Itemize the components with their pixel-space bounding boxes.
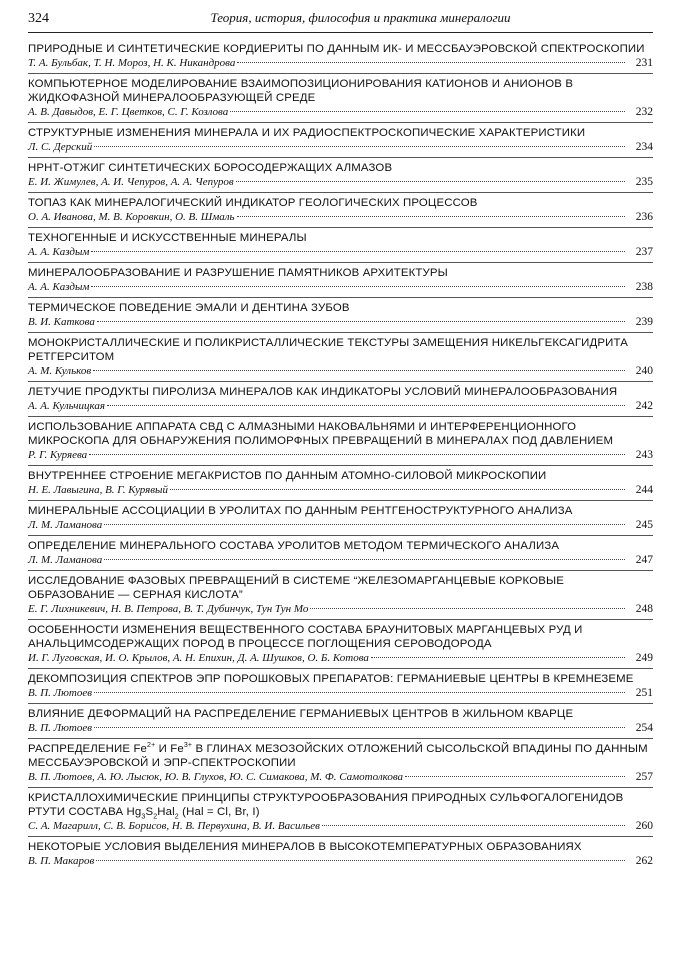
entry-authors: Е. Г. Лихникевич, Н. В. Петрова, В. Т. Дубинчук, Тун Тун Мо [28, 603, 309, 615]
toc-entry [28, 739, 653, 788]
leader-dots [91, 286, 625, 287]
toc-entry [28, 501, 653, 536]
entry-title: МИНЕРАЛЬНЫЕ АССОЦИАЦИИ В УРОЛИТАХ ПО ДАННЫМ РЕНТГЕНОСТРУКТУРНОГО АНАЛИЗА [28, 505, 573, 517]
entry-authors: Л. М. Ламанова [28, 554, 103, 566]
entry-page: 248 [635, 603, 653, 615]
page-header [28, 10, 653, 33]
title-text: S [145, 806, 154, 818]
document-page [28, 10, 653, 871]
leader-dots [93, 370, 625, 371]
leader-dots [104, 559, 625, 560]
entry-author-line [28, 364, 653, 378]
title-text: КРИСТАЛЛОХИМИЧЕСКИЕ ПРИНЦИПЫ СТРУКТУРООБРАЗОВАНИЯ ПРИРОДНЫХ СУЛЬФОГАЛОГЕНИДОВ РТУТИ СОСТАВА Hg [28, 792, 624, 818]
toc-entry [28, 466, 653, 501]
leader-dots [310, 608, 625, 609]
toc-entry [28, 382, 653, 417]
entry-authors: А. В. Давыдов, Е. Г. Цветков, С. Г. Козлова [28, 106, 229, 118]
toc-entry [28, 39, 653, 74]
toc-entry [28, 263, 653, 298]
entry-page: 257 [635, 771, 653, 783]
entry-author-line [28, 518, 653, 532]
leader-dots [371, 657, 625, 658]
entry-author-line [28, 854, 653, 868]
toc-entry [28, 74, 653, 123]
toc-entry [28, 620, 653, 669]
leader-dots [170, 489, 625, 490]
leader-dots [236, 181, 625, 182]
leader-dots [104, 524, 625, 525]
leader-dots [96, 860, 625, 861]
entry-author-line [28, 602, 653, 616]
toc-entry [28, 158, 653, 193]
toc-entry [28, 333, 653, 382]
entry-page: 236 [635, 211, 653, 223]
entry-title: ЛЕТУЧИЕ ПРОДУКТЫ ПИРОЛИЗА МИНЕРАЛОВ КАК ИНДИКАТОРЫ УСЛОВИЙ МИНЕРАЛООБРАЗОВАНИЯ [28, 386, 618, 398]
leader-dots [107, 405, 625, 406]
entry-author-line [28, 553, 653, 567]
entry-title: ВНУТРЕННЕЕ СТРОЕНИЕ МЕГАКРИСТОВ ПО ДАННЫМ АТОМНО-СИЛОВОЙ МИКРОСКОПИИ [28, 470, 547, 482]
title-text: И Fe [155, 743, 184, 755]
entry-authors: В. П. Лютоев [28, 722, 92, 734]
entry-title: ВЛИЯНИЕ ДЕФОРМАЦИЙ НА РАСПРЕДЕЛЕНИЕ ГЕРМАНИЕВЫХ ЦЕНТРОВ В ЖИЛЬНОМ КВАРЦЕ [28, 708, 574, 720]
entry-page: 235 [635, 176, 653, 188]
title-subscript: 3 [141, 813, 146, 821]
toc-entry [28, 228, 653, 263]
entry-author-line [28, 721, 653, 735]
toc-entry [28, 669, 653, 704]
entry-page: 260 [635, 820, 653, 832]
entry-title: ПРИРОДНЫЕ И СИНТЕТИЧЕСКИЕ КОРДИЕРИТЫ ПО ДАННЫМ ИК- И МЕССБАУЭРОВСКОЙ СПЕКТРОСКОПИИ [28, 43, 645, 55]
entry-authors: В. П. Макаров [28, 855, 95, 867]
entry-page: 245 [635, 519, 653, 531]
page-number: 324 [28, 11, 49, 26]
entry-authors: В. П. Лютоев, А. Ю. Лысюк, Ю. В. Глухов, Ю. С. Симакова, М. Ф. Самотолкова [28, 771, 404, 783]
leader-dots [94, 727, 625, 728]
entry-page: 249 [635, 652, 653, 664]
title-text: Hal [157, 806, 175, 818]
entry-authors: И. Г. Луговская, И. О. Крылов, А. Н. Епихин, Д. А. Шушков, О. Б. Котова [28, 652, 369, 664]
entry-title: МИНЕРАЛООБРАЗОВАНИЕ И РАЗРУШЕНИЕ ПАМЯТНИКОВ АРХИТЕКТУРЫ [28, 267, 448, 279]
entry-author-line [28, 819, 653, 833]
leader-dots [405, 776, 625, 777]
entry-page: 232 [635, 106, 653, 118]
leader-dots [89, 454, 625, 455]
entry-page: 240 [635, 365, 653, 377]
toc-entry [28, 837, 653, 871]
entry-authors: А. А. Кульчицкая [28, 400, 105, 412]
entry-title: МОНОКРИСТАЛЛИЧЕСКИЕ И ПОЛИКРИСТАЛЛИЧЕСКИЕ ТЕКСТУРЫ ЗАМЕЩЕНИЯ НИКЕЛЬГЕКСАГИДРИТА РЕТГЕРСИТОМ [28, 337, 628, 363]
entry-title: НРНТ-ОТЖИГ СИНТЕТИЧЕСКИХ БОРОСОДЕРЖАЩИХ АЛМАЗОВ [28, 162, 393, 174]
entry-author-line [28, 245, 653, 259]
title-text: (Hal = Cl, Br, I) [178, 806, 260, 818]
entry-authors: Р. Г. Куряева [28, 449, 88, 461]
title-superscript: 3+ [183, 742, 193, 750]
entry-page: 239 [635, 316, 653, 328]
entry-authors: В. И. Каткова [28, 316, 95, 328]
entry-page: 238 [635, 281, 653, 293]
toc-entry [28, 193, 653, 228]
entry-authors: Л. С. Дерский [28, 141, 93, 153]
entry-author-line [28, 210, 653, 224]
entry-title: ДЕКОМПОЗИЦИЯ СПЕКТРОВ ЭПР ПОРОШКОВЫХ ПРЕПАРАТОВ: ГЕРМАНИЕВЫЕ ЦЕНТРЫ В КРЕМНЕЗЕМЕ [28, 673, 634, 685]
toc-entry [28, 704, 653, 739]
entry-page: 262 [635, 855, 653, 867]
title-text: РАСПРЕДЕЛЕНИЕ Fe [28, 743, 148, 755]
entry-author-line [28, 140, 653, 154]
toc-entry [28, 571, 653, 620]
entry-title: НЕКОТОРЫЕ УСЛОВИЯ ВЫДЕЛЕНИЯ МИНЕРАЛОВ В ВЫСОКОТЕМПЕРАТУРНЫХ ОБРАЗОВАНИЯХ [28, 841, 582, 853]
entry-author-line [28, 448, 653, 462]
entry-title [28, 791, 653, 819]
leader-dots [91, 251, 625, 252]
toc-entry [28, 536, 653, 571]
toc-entry [28, 417, 653, 466]
entry-authors: А. А. Каздым [28, 281, 90, 293]
leader-dots [230, 111, 625, 112]
title-superscript: 2+ [147, 742, 156, 750]
title-subscript: 2 [174, 813, 179, 821]
entry-author-line [28, 651, 653, 665]
entry-authors: Е. И. Жимулев, А. И. Чепуров, А. А. Чепуров [28, 176, 234, 188]
leader-dots [94, 146, 625, 147]
toc-entry [28, 298, 653, 333]
entry-title: КОМПЬЮТЕРНОЕ МОДЕЛИРОВАНИЕ ВЗАИМОПОЗИЦИОНИРОВАНИЯ КАТИОНОВ И АНИОНОВ В ЖИДКОФАЗНОЙ МИНЕРАЛООБРАЗУЮЩЕЙ СРЕДЕ [28, 78, 574, 104]
entry-author-line [28, 686, 653, 700]
leader-dots [322, 825, 625, 826]
entry-authors: А. А. Каздым [28, 246, 90, 258]
entry-title [28, 742, 653, 770]
entry-title: ОПРЕДЕЛЕНИЕ МИНЕРАЛЬНОГО СОСТАВА УРОЛИТОВ МЕТОДОМ ТЕРМИЧЕСКОГО АНАЛИЗА [28, 540, 560, 552]
entry-page: 247 [635, 554, 653, 566]
entry-page: 242 [635, 400, 653, 412]
entry-author-line [28, 175, 653, 189]
entry-page: 243 [635, 449, 653, 461]
entry-authors: В. П. Лютоев [28, 687, 92, 699]
entry-author-line [28, 56, 653, 70]
leader-dots [237, 216, 625, 217]
entry-authors: Т. А. Бульбак, Т. Н. Мороз, Н. К. Никандрова [28, 57, 236, 69]
leader-dots [237, 62, 625, 63]
entry-page: 251 [635, 687, 653, 699]
entry-author-line [28, 399, 653, 413]
entry-author-line [28, 770, 653, 784]
entry-title: ТОПАЗ КАК МИНЕРАЛОГИЧЕСКИЙ ИНДИКАТОР ГЕОЛОГИЧЕСКИХ ПРОЦЕССОВ [28, 197, 478, 209]
running-title: Теория, история, философия и практика минералогии [210, 10, 511, 25]
entry-author-line [28, 280, 653, 294]
entry-page: 231 [635, 57, 653, 69]
entry-page: 254 [635, 722, 653, 734]
entry-authors: Н. Е. Лавыгина, В. Г. Курявый [28, 484, 168, 496]
entry-authors: С. А. Магарилл, С. В. Борисов, Н. В. Первухина, В. И. Васильев [28, 820, 320, 832]
entry-title: ОСОБЕННОСТИ ИЗМЕНЕНИЯ ВЕЩЕСТВЕННОГО СОСТАВА БРАУНИТОВЫХ МАРГАНЦЕВЫХ РУД И АНАЛЬЦИМСОДЕРЖАЩИХ ПОРОД В ПРОЦЕССЕ ПОГЛОЩЕНИЯ СЕРОВОДОРОДА [28, 624, 583, 650]
entry-title: ИССЛЕДОВАНИЕ ФАЗОВЫХ ПРЕВРАЩЕНИЙ В СИСТЕМЕ “ЖЕЛЕЗОМАРГАНЦЕВЫЕ КОРКОВЫЕ ОБРАЗОВАНИЕ — СЕРНАЯ КИСЛОТА” [28, 575, 564, 601]
entry-page: 234 [635, 141, 653, 153]
entry-title: ИСПОЛЬЗОВАНИЕ АППАРАТА СВД С АЛМАЗНЫМИ НАКОВАЛЬНЯМИ И ИНТЕРФЕРЕНЦИОННОГО МИКРОСКОПА ДЛЯ ОБНАРУЖЕНИЯ ПОЛИМОРФНЫХ ПРЕВРАЩЕНИЙ В МИНЕРАЛАХ ПОД ДАВЛЕНИЕМ [28, 421, 614, 447]
entry-title: СТРУКТУРНЫЕ ИЗМЕНЕНИЯ МИНЕРАЛА И ИХ РАДИОСПЕКТРОСКОПИЧЕСКИЕ ХАРАКТЕРИСТИКИ [28, 127, 586, 139]
leader-dots [97, 321, 625, 322]
entry-authors: А. М. Кульков [28, 365, 92, 377]
entry-author-line [28, 483, 653, 497]
title-text: В ГЛИНАХ МЕЗОЗОЙСКИХ ОТЛОЖЕНИЙ СЫСОЛЬСКОЙ ВПАДИНЫ ПО ДАННЫМ МЕССБАУЭРОВСКОЙ И ЭПР-СПЕКТРОСКОПИИ [28, 743, 648, 769]
toc-entry [28, 788, 653, 837]
leader-dots [94, 692, 625, 693]
table-of-contents [28, 39, 653, 871]
entry-title: ТЕРМИЧЕСКОЕ ПОВЕДЕНИЕ ЭМАЛИ И ДЕНТИНА ЗУБОВ [28, 302, 350, 314]
entry-author-line [28, 105, 653, 119]
entry-page: 237 [635, 246, 653, 258]
toc-entry [28, 123, 653, 158]
title-subscript: 2 [153, 813, 158, 821]
entry-title: ТЕХНОГЕННЫЕ И ИСКУССТВЕННЫЕ МИНЕРАЛЫ [28, 232, 307, 244]
entry-authors: Л. М. Ламанова [28, 519, 103, 531]
entry-authors: О. А. Иванова, М. В. Коровкин, О. В. Шмаль [28, 211, 235, 223]
entry-author-line [28, 315, 653, 329]
entry-page: 244 [635, 484, 653, 496]
